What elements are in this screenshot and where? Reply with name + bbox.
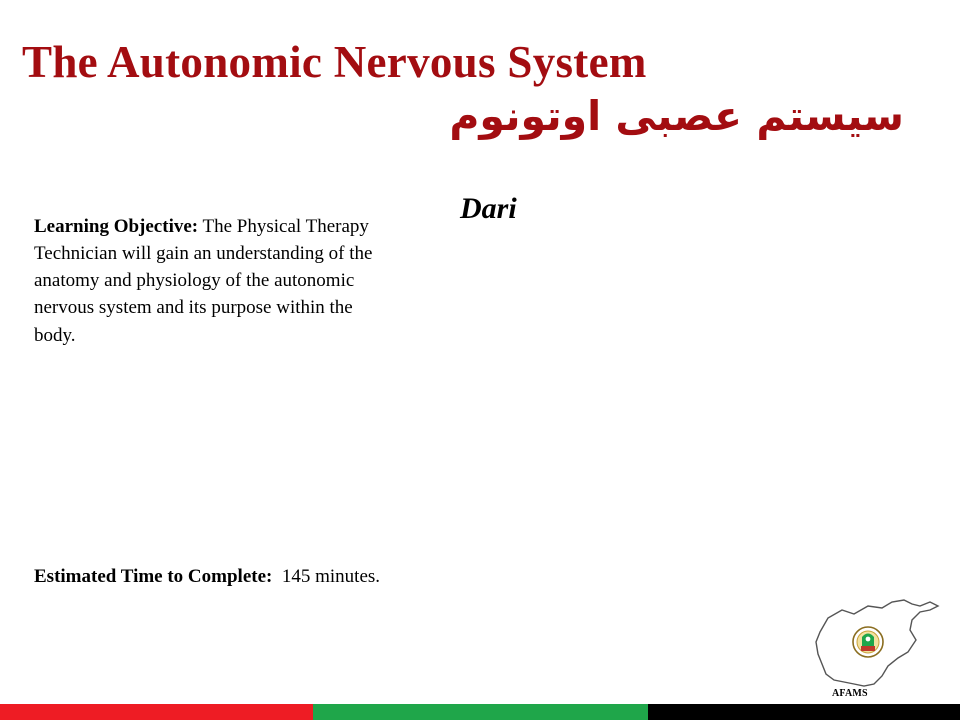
language-label: Dari	[460, 192, 517, 225]
time-text: 145 minutes.	[272, 566, 381, 587]
flag-black-segment	[648, 704, 960, 720]
flag-green-segment	[313, 704, 648, 720]
logo-caption: AFAMS	[832, 688, 868, 699]
slide-title: The Autonomic Nervous System	[22, 37, 647, 87]
objective-text: The Physical Therapy Technician will gain an understanding of the anatomy and physiology of the autonomic nervous system and its purpose within the body.	[34, 216, 373, 346]
afghanistan-map-seal-icon	[812, 596, 942, 700]
flag-red-segment	[0, 704, 313, 720]
estimated-time	[34, 563, 394, 590]
flag-color-bar	[0, 704, 960, 720]
objective-label: Learning Objective:	[34, 216, 199, 237]
time-label: Estimated Time to Complete:	[34, 566, 273, 587]
slide-subtitle-dari: سیستم عصبی اوتونوم	[449, 92, 904, 140]
learning-objective	[34, 213, 384, 349]
